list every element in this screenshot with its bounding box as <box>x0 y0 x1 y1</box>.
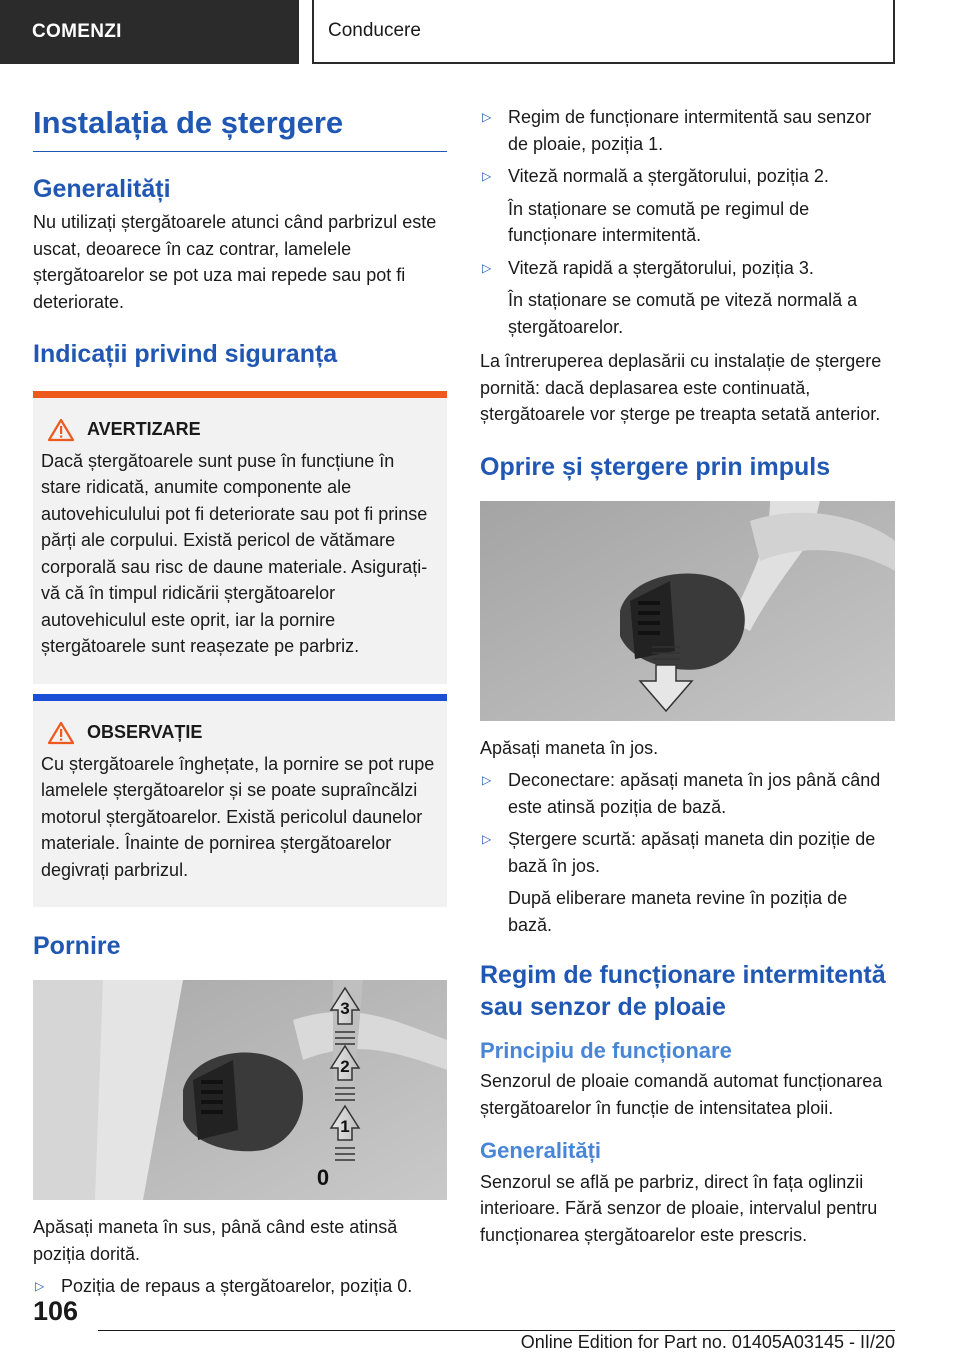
notice-text: Cu ștergătoarele înghețate, la pornire se pot rupe lamelele ștergătoarelor și se poate supraîncălzi motorul ștergătoarelor. Există pericolul daunelor materiale. Înainte de pornirea ștergătoarelor degivrați parbrizul. <box>41 753 435 880</box>
chapter-label: Conducere <box>328 20 421 41</box>
warning-text: Dacă ștergătoarele sunt puse în funcțiune în stare ridicată, anumite componente ale autovehiculului pot fi deteriorate sau pot fi prinse părți ale corpului. Există pericol de vătămare corporală sau risc de daune materiale. Asigurați-vă că în timpul ridicării ștergătoarelor autovehiculul este oprit, iar la pornire ștergătoarele sunt reașezate pe parbriz. <box>41 450 428 657</box>
list-item-text: Poziția de repaus a ștergătoarelor, poziția 0. <box>61 1276 413 1297</box>
impulse-text: Apăsați maneta în jos. <box>480 737 659 758</box>
list-item <box>480 163 895 190</box>
warning-label: AVERTIZARE <box>87 419 201 440</box>
triangle-right-icon: ▷ <box>35 1279 45 1294</box>
warning-triangle-icon <box>47 721 75 745</box>
list-item <box>33 1273 447 1300</box>
warning-box <box>33 398 447 684</box>
general-text: Senzorul se află pe parbriz, direct în fața oglinzii interioare. Fără senzor de ploaie, intervalul pentru funcționarea ștergătoarelor este prescris. <box>480 1171 878 1245</box>
triangle-right-icon: ▷ <box>482 110 492 124</box>
start-heading: Pornire <box>33 932 121 961</box>
triangle-right-icon: ▷ <box>482 832 492 847</box>
list-item-text: Deconectare: apăsați maneta în jos până când este atinsă poziția de bază. <box>508 770 881 817</box>
notice-title <box>47 721 439 745</box>
section-tab <box>0 0 299 64</box>
wiper-lever-up-figure <box>33 980 447 1200</box>
notice-label: OBSERVAȚIE <box>87 722 203 743</box>
figure-label: 1 <box>340 1117 350 1137</box>
generalities-heading: Generalități <box>33 175 171 204</box>
notice-box <box>33 701 447 908</box>
principle-text: Senzorul de ploaie comandă automat funcționarea ștergătoarelor în funcție de intensitatea ploii. <box>480 1071 883 1118</box>
list-item <box>480 255 895 282</box>
warning-triangle-icon <box>47 418 75 442</box>
wiper-lever-down-figure <box>480 501 895 721</box>
page-number: 106 <box>33 1296 79 1326</box>
triangle-right-icon: ▷ <box>482 773 492 788</box>
triangle-right-icon: ▷ <box>482 260 492 275</box>
figure-label: 0 <box>316 1165 330 1191</box>
footer-divider <box>98 1330 895 1331</box>
list-item <box>480 104 895 157</box>
list-item-text: Regim de funcționare intermitentă sau senzor de ploaie, poziția 1. <box>508 107 872 154</box>
intermittent-heading: Regim de funcționare intermitentă sau senzor de ploaie <box>480 961 886 1021</box>
figure-label: 2 <box>340 1057 350 1077</box>
left-column <box>33 96 447 1300</box>
start-after-text: La întreruperea deplasării cu instalație de ștergere pornită: dacă deplasarea este continuată, ștergătoarele vor șterge pe treapta setată anterior. <box>480 351 882 424</box>
list-item-text: Ștergere scurtă: apăsați maneta din poziție de bază în jos. <box>508 829 876 876</box>
start-text: Apăsați maneta în sus, până când este atinsă poziția dorită. <box>33 1217 398 1264</box>
footer-edition: Online Edition for Part no. 01405A03145 - II/20 <box>520 1332 895 1352</box>
principle-heading: Principiu de funcționare <box>480 1037 732 1063</box>
warning-bar <box>33 391 447 398</box>
right-column <box>480 96 895 1248</box>
notice-bar <box>33 694 447 701</box>
safety-heading: Indicații privind siguranța <box>33 340 338 369</box>
triangle-right-icon: ▷ <box>482 169 492 183</box>
list-item <box>480 826 895 879</box>
list-item-subtext: În staționare se comută pe viteză normală a ștergătoarelor. <box>508 290 858 337</box>
generalities-text: Nu utilizați ștergătoarele atunci când parbrizul este uscat, deoarece în caz contrar, lamelele ștergătoarelor se pot uza mai repede sau pot fi deteriorate. <box>33 212 437 312</box>
general-heading: Generalități <box>480 1138 602 1164</box>
list-item-subtext: În staționare se comută pe regimul de funcționare intermitentă. <box>508 198 810 245</box>
figure-label: 3 <box>340 999 350 1019</box>
warning-title <box>47 418 439 442</box>
list-item <box>480 767 895 820</box>
page-title: Instalația de ștergere <box>33 104 447 152</box>
chapter-tab <box>312 0 895 64</box>
section-label: COMENZI <box>32 21 122 42</box>
list-item-subtext: După eliberare maneta revine în poziția de bază. <box>508 888 848 935</box>
list-item-text: Viteză normală a ștergătorului, poziția 2. <box>508 166 829 186</box>
impulse-heading: Oprire și ștergere prin impuls <box>480 452 831 481</box>
list-item-text: Viteză rapidă a ștergătorului, poziția 3. <box>508 257 814 278</box>
